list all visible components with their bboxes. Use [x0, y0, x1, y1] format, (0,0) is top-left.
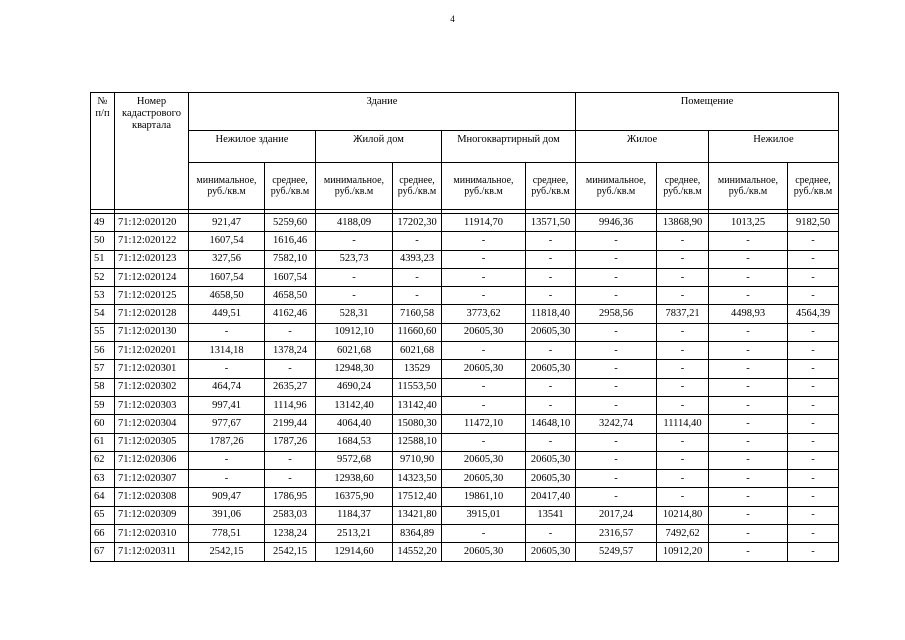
cell-nonres-building-min: - [189, 360, 265, 378]
cell-residential-min: 9946,36 [576, 214, 657, 232]
cell-house-min: 523,73 [316, 250, 393, 268]
table-row [91, 323, 839, 341]
cell-nonres-building-min: 997,41 [189, 396, 265, 414]
cell-row-number: 63 [91, 470, 115, 488]
cell-apartment-building-min: 20605,30 [442, 360, 526, 378]
cell-apartment-building-avg: 14648,10 [526, 415, 576, 433]
cell-residential-avg: - [657, 232, 709, 250]
cell-house-avg: 11660,60 [393, 323, 442, 341]
cell-nonres-building-min: 4658,50 [189, 287, 265, 305]
cell-residential-min: - [576, 396, 657, 414]
table-row [91, 342, 839, 360]
cell-apartment-building-min: - [442, 525, 526, 543]
header-apartment-building: Многоквартирный дом [442, 131, 576, 163]
cell-nonresidential-avg: - [788, 415, 839, 433]
cell-nonresidential-avg: - [788, 287, 839, 305]
cell-residential-avg: - [657, 470, 709, 488]
cell-residential-avg: - [657, 268, 709, 286]
table-row [91, 525, 839, 543]
table-row [91, 451, 839, 469]
cell-house-avg: 14552,20 [393, 543, 442, 561]
cell-cadastral-quarter: 71:12:020304 [115, 415, 189, 433]
cell-house-avg: - [393, 268, 442, 286]
cell-apartment-building-avg: - [526, 433, 576, 451]
cell-nonresidential-avg: - [788, 396, 839, 414]
cell-house-avg: 4393,23 [393, 250, 442, 268]
cell-nonresidential-avg: - [788, 232, 839, 250]
cell-apartment-building-min: 20605,30 [442, 323, 526, 341]
cell-apartment-building-avg: - [526, 250, 576, 268]
cell-apartment-building-avg: - [526, 525, 576, 543]
cell-nonresidential-avg: 4564,39 [788, 305, 839, 323]
cell-residential-min: - [576, 287, 657, 305]
header-number: № п/п [91, 93, 115, 210]
cell-nonresidential-min: 4498,93 [709, 305, 788, 323]
table-row [91, 488, 839, 506]
cell-nonres-building-avg: 1378,24 [265, 342, 316, 360]
header-group-premises: Помещение [576, 93, 839, 131]
cell-residential-min: 2958,56 [576, 305, 657, 323]
table-row [91, 415, 839, 433]
cell-residential-min: - [576, 433, 657, 451]
cell-nonresidential-avg: - [788, 360, 839, 378]
cell-residential-avg: 7492,62 [657, 525, 709, 543]
cell-apartment-building-avg: 20605,30 [526, 470, 576, 488]
cell-nonres-building-avg: 4658,50 [265, 287, 316, 305]
cell-house-avg: 8364,89 [393, 525, 442, 543]
cell-row-number: 52 [91, 268, 115, 286]
cell-apartment-building-min: 3915,01 [442, 506, 526, 524]
cell-nonresidential-min: - [709, 323, 788, 341]
cell-nonres-building-min: - [189, 470, 265, 488]
cell-residential-min: 5249,57 [576, 543, 657, 561]
cell-nonresidential-min: - [709, 250, 788, 268]
cell-nonresidential-min: - [709, 232, 788, 250]
cell-apartment-building-min: 11914,70 [442, 214, 526, 232]
cell-residential-avg: 10912,20 [657, 543, 709, 561]
cell-residential-avg: - [657, 396, 709, 414]
cell-apartment-building-avg: - [526, 232, 576, 250]
table-row [91, 250, 839, 268]
cell-apartment-building-min: 20605,30 [442, 543, 526, 561]
cell-nonresidential-avg: - [788, 543, 839, 561]
cell-nonresidential-min: - [709, 415, 788, 433]
cell-apartment-building-avg: 13541 [526, 506, 576, 524]
cell-nonres-building-avg: - [265, 470, 316, 488]
cell-nonres-building-min: 1607,54 [189, 232, 265, 250]
cell-residential-min: 3242,74 [576, 415, 657, 433]
cell-nonres-building-avg: 1616,46 [265, 232, 316, 250]
cell-row-number: 61 [91, 433, 115, 451]
cell-nonresidential-avg: - [788, 470, 839, 488]
header-nonresidential: Нежилое [709, 131, 839, 163]
cell-cadastral-quarter: 71:12:020308 [115, 488, 189, 506]
cell-residential-avg: - [657, 323, 709, 341]
cell-nonres-building-avg: 7582,10 [265, 250, 316, 268]
cell-apartment-building-avg: - [526, 342, 576, 360]
cell-apartment-building-avg: 20605,30 [526, 451, 576, 469]
cell-apartment-building-avg: 20605,30 [526, 323, 576, 341]
cell-nonres-building-min: 449,51 [189, 305, 265, 323]
cadastral-value-table [90, 92, 839, 562]
cell-apartment-building-min: - [442, 396, 526, 414]
cell-nonres-building-avg: 2542,15 [265, 543, 316, 561]
cell-residential-avg: - [657, 287, 709, 305]
cell-house-min: 4064,40 [316, 415, 393, 433]
cell-nonres-building-min: 921,47 [189, 214, 265, 232]
cell-nonres-building-min: 464,74 [189, 378, 265, 396]
cell-nonresidential-min: - [709, 433, 788, 451]
cell-house-min: 2513,21 [316, 525, 393, 543]
cell-nonresidential-min: - [709, 360, 788, 378]
cell-apartment-building-min: - [442, 378, 526, 396]
cell-house-min: 16375,90 [316, 488, 393, 506]
table-row [91, 287, 839, 305]
cell-apartment-building-avg: 20605,30 [526, 360, 576, 378]
cell-nonresidential-avg: - [788, 488, 839, 506]
cell-house-avg: 13421,80 [393, 506, 442, 524]
cell-nonresidential-min: - [709, 268, 788, 286]
cell-apartment-building-avg: 13571,50 [526, 214, 576, 232]
cell-nonresidential-min: - [709, 396, 788, 414]
cell-nonresidential-min: - [709, 342, 788, 360]
cell-apartment-building-min: 3773,62 [442, 305, 526, 323]
cell-apartment-building-avg: - [526, 378, 576, 396]
cell-cadastral-quarter: 71:12:020303 [115, 396, 189, 414]
table-row [91, 214, 839, 232]
cell-house-avg: 13529 [393, 360, 442, 378]
cell-row-number: 60 [91, 415, 115, 433]
header-min: минимальное, руб./кв.м [189, 163, 265, 210]
cell-cadastral-quarter: 71:12:020309 [115, 506, 189, 524]
cell-cadastral-quarter: 71:12:020301 [115, 360, 189, 378]
cell-nonresidential-avg: - [788, 378, 839, 396]
cell-cadastral-quarter: 71:12:020125 [115, 287, 189, 305]
cell-residential-min: - [576, 342, 657, 360]
cell-cadastral-quarter: 71:12:020201 [115, 342, 189, 360]
header-min: минимальное, руб./кв.м [576, 163, 657, 210]
cell-nonres-building-min: 2542,15 [189, 543, 265, 561]
table-row [91, 506, 839, 524]
cell-residential-avg: - [657, 250, 709, 268]
cell-house-min: 4690,24 [316, 378, 393, 396]
cell-cadastral-quarter: 71:12:020307 [115, 470, 189, 488]
cell-row-number: 59 [91, 396, 115, 414]
cell-row-number: 56 [91, 342, 115, 360]
cell-residential-min: 2017,24 [576, 506, 657, 524]
cell-nonres-building-min: 778,51 [189, 525, 265, 543]
cell-apartment-building-min: 19861,10 [442, 488, 526, 506]
cell-row-number: 55 [91, 323, 115, 341]
cell-house-avg: - [393, 287, 442, 305]
cell-house-avg: 6021,68 [393, 342, 442, 360]
cell-cadastral-quarter: 71:12:020305 [115, 433, 189, 451]
table-row [91, 433, 839, 451]
cell-nonres-building-min: 391,06 [189, 506, 265, 524]
cell-residential-avg: 13868,90 [657, 214, 709, 232]
cell-nonres-building-avg: 1607,54 [265, 268, 316, 286]
cell-nonres-building-avg: 1787,26 [265, 433, 316, 451]
header-cadastral-quarter: Номер кадастрового квартала [115, 93, 189, 210]
cell-nonres-building-avg: 1114,96 [265, 396, 316, 414]
cell-nonresidential-avg: - [788, 250, 839, 268]
cell-row-number: 57 [91, 360, 115, 378]
cell-nonres-building-min: 977,67 [189, 415, 265, 433]
table-row [91, 543, 839, 561]
cell-row-number: 53 [91, 287, 115, 305]
cell-nonresidential-avg: 9182,50 [788, 214, 839, 232]
cell-house-min: 12938,60 [316, 470, 393, 488]
cell-residential-min: - [576, 250, 657, 268]
cell-nonres-building-avg: 1238,24 [265, 525, 316, 543]
cell-apartment-building-avg: 20417,40 [526, 488, 576, 506]
cell-nonresidential-min: - [709, 470, 788, 488]
cell-nonresidential-avg: - [788, 323, 839, 341]
header-avg: среднее, руб./кв.м [526, 163, 576, 210]
cell-residential-min: - [576, 470, 657, 488]
cell-nonres-building-min: - [189, 323, 265, 341]
cell-nonresidential-min: - [709, 525, 788, 543]
cell-apartment-building-min: - [442, 287, 526, 305]
cell-residential-avg: - [657, 488, 709, 506]
page-number: 4 [450, 14, 455, 24]
cell-nonresidential-avg: - [788, 506, 839, 524]
cell-residential-avg: 10214,80 [657, 506, 709, 524]
cell-cadastral-quarter: 71:12:020123 [115, 250, 189, 268]
cell-nonresidential-min: - [709, 287, 788, 305]
cell-house-min: 13142,40 [316, 396, 393, 414]
cell-house-avg: 17512,40 [393, 488, 442, 506]
cell-house-min: 10912,10 [316, 323, 393, 341]
cell-cadastral-quarter: 71:12:020306 [115, 451, 189, 469]
table-row [91, 360, 839, 378]
cell-nonresidential-avg: - [788, 268, 839, 286]
cell-nonres-building-avg: - [265, 451, 316, 469]
cell-apartment-building-min: - [442, 268, 526, 286]
cell-apartment-building-min: 20605,30 [442, 470, 526, 488]
table-row [91, 378, 839, 396]
cell-cadastral-quarter: 71:12:020302 [115, 378, 189, 396]
cell-house-min: 12914,60 [316, 543, 393, 561]
cell-house-min: 9572,68 [316, 451, 393, 469]
cell-apartment-building-avg: 20605,30 [526, 543, 576, 561]
cell-residential-avg: - [657, 342, 709, 360]
header-avg: среднее, руб./кв.м [657, 163, 709, 210]
cell-nonresidential-avg: - [788, 451, 839, 469]
cell-house-min: 12948,30 [316, 360, 393, 378]
cell-cadastral-quarter: 71:12:020120 [115, 214, 189, 232]
cell-nonresidential-min: 1013,25 [709, 214, 788, 232]
cell-nonresidential-min: - [709, 378, 788, 396]
cell-house-min: - [316, 287, 393, 305]
cell-nonresidential-min: - [709, 488, 788, 506]
cell-apartment-building-min: - [442, 433, 526, 451]
cell-nonres-building-avg: 5259,60 [265, 214, 316, 232]
cell-apartment-building-avg: - [526, 396, 576, 414]
cell-cadastral-quarter: 71:12:020122 [115, 232, 189, 250]
table-row [91, 305, 839, 323]
cell-cadastral-quarter: 71:12:020130 [115, 323, 189, 341]
cell-apartment-building-min: 20605,30 [442, 451, 526, 469]
cell-nonresidential-min: - [709, 451, 788, 469]
cell-house-min: 4188,09 [316, 214, 393, 232]
cell-nonres-building-avg: 1786,95 [265, 488, 316, 506]
cell-house-avg: 14323,50 [393, 470, 442, 488]
cell-residential-avg: - [657, 360, 709, 378]
cell-house-avg: 9710,90 [393, 451, 442, 469]
cell-cadastral-quarter: 71:12:020311 [115, 543, 189, 561]
cell-nonres-building-min: 1314,18 [189, 342, 265, 360]
cell-residential-min: - [576, 360, 657, 378]
cell-nonres-building-min: - [189, 451, 265, 469]
cell-cadastral-quarter: 71:12:020124 [115, 268, 189, 286]
cell-apartment-building-avg: 11818,40 [526, 305, 576, 323]
cell-nonres-building-min: 1607,54 [189, 268, 265, 286]
table-row [91, 470, 839, 488]
cell-residential-min: - [576, 451, 657, 469]
table-row [91, 268, 839, 286]
cell-nonres-building-avg: 2199,44 [265, 415, 316, 433]
cell-residential-avg: - [657, 433, 709, 451]
cell-house-min: 528,31 [316, 305, 393, 323]
cell-nonresidential-min: - [709, 543, 788, 561]
cell-row-number: 54 [91, 305, 115, 323]
cell-nonres-building-min: 1787,26 [189, 433, 265, 451]
cell-row-number: 62 [91, 451, 115, 469]
cell-apartment-building-min: - [442, 232, 526, 250]
cell-residential-min: - [576, 488, 657, 506]
cell-house-min: 6021,68 [316, 342, 393, 360]
cell-apartment-building-avg: - [526, 287, 576, 305]
cell-residential-min: - [576, 232, 657, 250]
cell-house-avg: 17202,30 [393, 214, 442, 232]
cell-house-min: 1184,37 [316, 506, 393, 524]
cell-row-number: 66 [91, 525, 115, 543]
header-min: минимальное, руб./кв.м [442, 163, 526, 210]
cell-cadastral-quarter: 71:12:020310 [115, 525, 189, 543]
cell-house-avg: 12588,10 [393, 433, 442, 451]
cell-house-avg: - [393, 232, 442, 250]
cell-nonres-building-avg: 4162,46 [265, 305, 316, 323]
cell-apartment-building-avg: - [526, 268, 576, 286]
cell-nonres-building-min: 327,56 [189, 250, 265, 268]
cell-row-number: 49 [91, 214, 115, 232]
table-header [91, 93, 839, 214]
cell-house-avg: 11553,50 [393, 378, 442, 396]
cell-residential-avg: 7837,21 [657, 305, 709, 323]
header-residential: Жилое [576, 131, 709, 163]
cell-house-min: - [316, 268, 393, 286]
cell-row-number: 58 [91, 378, 115, 396]
cell-house-avg: 7160,58 [393, 305, 442, 323]
cell-house-min: 1684,53 [316, 433, 393, 451]
cell-residential-avg: - [657, 451, 709, 469]
header-avg: среднее, руб./кв.м [265, 163, 316, 210]
cell-nonresidential-min: - [709, 506, 788, 524]
cell-row-number: 65 [91, 506, 115, 524]
header-avg: среднее, руб./кв.м [788, 163, 839, 210]
cell-row-number: 51 [91, 250, 115, 268]
cell-residential-min: - [576, 378, 657, 396]
cell-nonres-building-avg: 2583,03 [265, 506, 316, 524]
cell-house-avg: 13142,40 [393, 396, 442, 414]
cell-nonres-building-min: 909,47 [189, 488, 265, 506]
cell-nonresidential-avg: - [788, 525, 839, 543]
cell-residential-avg: 11114,40 [657, 415, 709, 433]
cell-nonres-building-avg: 2635,27 [265, 378, 316, 396]
cell-nonresidential-avg: - [788, 342, 839, 360]
cell-house-min: - [316, 232, 393, 250]
header-nonresidential-building: Нежилое здание [189, 131, 316, 163]
cell-residential-avg: - [657, 378, 709, 396]
header-avg: среднее, руб./кв.м [393, 163, 442, 210]
cell-row-number: 67 [91, 543, 115, 561]
header-min: минимальное, руб./кв.м [709, 163, 788, 210]
cell-nonresidential-avg: - [788, 433, 839, 451]
table-row [91, 232, 839, 250]
cell-row-number: 64 [91, 488, 115, 506]
cell-residential-min: - [576, 323, 657, 341]
header-house: Жилой дом [316, 131, 442, 163]
cell-residential-min: - [576, 268, 657, 286]
cell-apartment-building-min: - [442, 250, 526, 268]
cell-apartment-building-min: - [442, 342, 526, 360]
header-group-building: Здание [189, 93, 576, 131]
cell-nonres-building-avg: - [265, 360, 316, 378]
cell-house-avg: 15080,30 [393, 415, 442, 433]
cell-apartment-building-min: 11472,10 [442, 415, 526, 433]
cell-nonres-building-avg: - [265, 323, 316, 341]
table-body [91, 214, 839, 562]
cell-row-number: 50 [91, 232, 115, 250]
cell-cadastral-quarter: 71:12:020128 [115, 305, 189, 323]
table-row [91, 396, 839, 414]
cell-residential-min: 2316,57 [576, 525, 657, 543]
header-min: минимальное, руб./кв.м [316, 163, 393, 210]
